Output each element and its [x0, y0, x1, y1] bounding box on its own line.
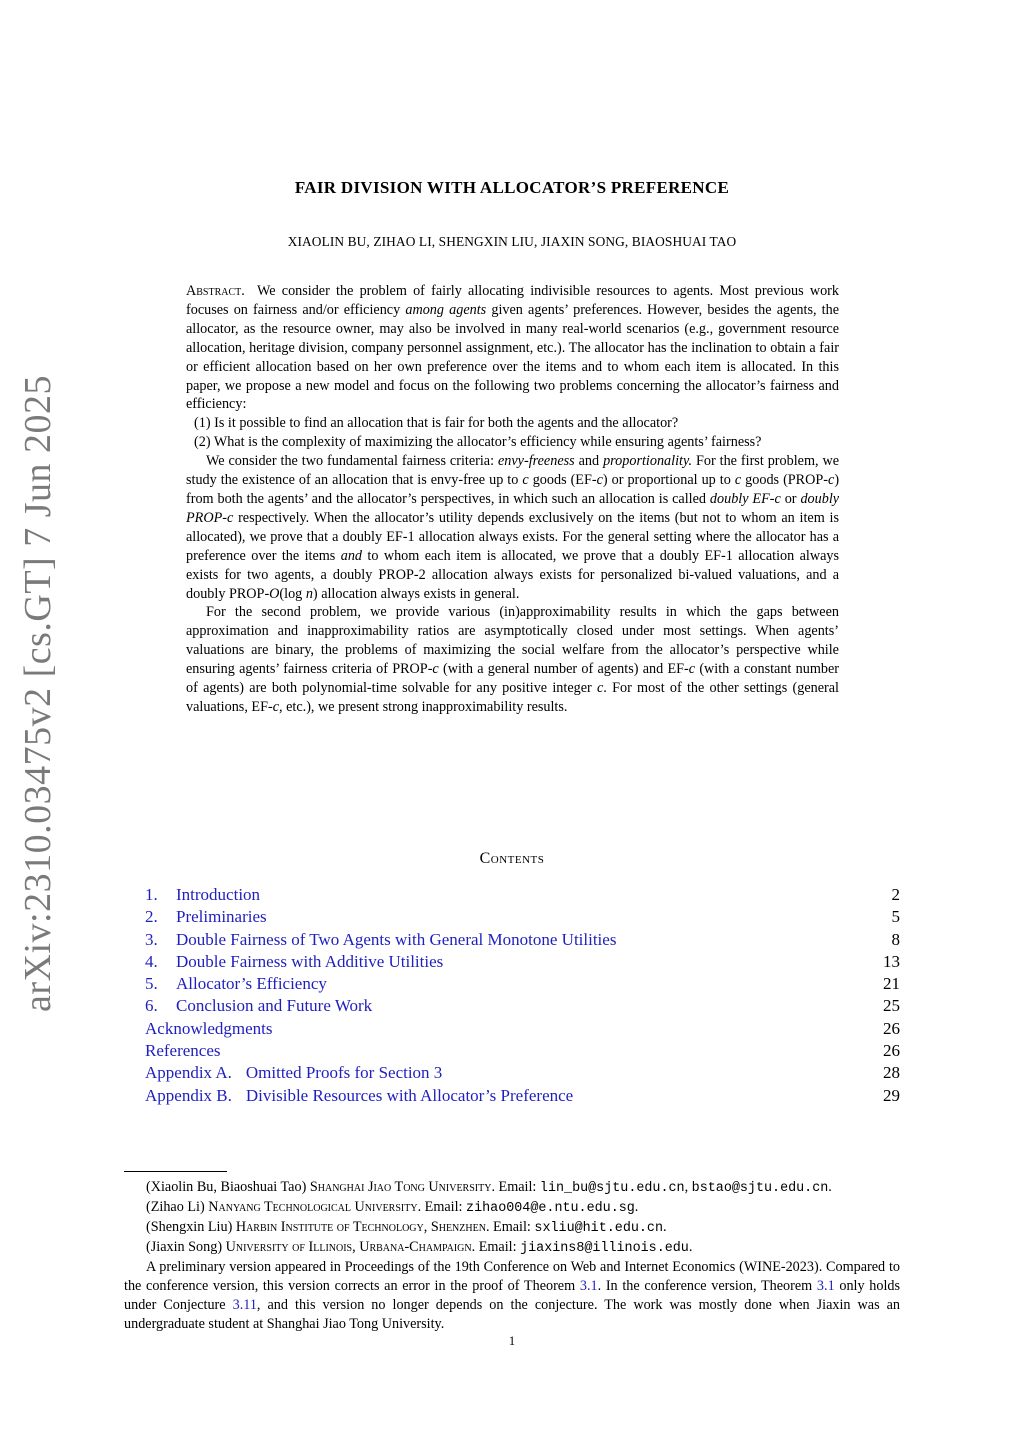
abstract-text: given agents’ preferences. However, besides the agents, the allocator, as the resource owner, may also be involved in many real-world scenarios (e.g., government resource allocation, heritage division, company personnel assignment, etc.). The allocator has the inclination to obtain a fair or efficient allocation based on her own preference over the items and to whom each item is allocated. In this paper, we propose a new model and focus on the following two problems concerning the allocator’s fairness and efficiency:	[186, 301, 840, 413]
abstract-text: . For most of the other settings (general valuations, EF-	[186, 680, 839, 715]
toc-entry-references[interactable]	[145, 1040, 900, 1062]
footnote-affiliation-2: (Zihao Li) Nanyang Technological University. Email: zihao004@e.ntu.edu.sg.	[146, 1199, 639, 1216]
toc-section-number[interactable]: 3.	[145, 929, 158, 949]
email-address[interactable]: jiaxins8@illinois.edu	[520, 1241, 689, 1256]
theorem-link[interactable]: 3.1	[816, 1278, 835, 1294]
footnote-institution: University of Illinois, Urbana-Champaign	[225, 1239, 472, 1255]
abstract-text: to whom each item is allocated, we prove that a doubly EF-1 allocation always exists for two agents, a doubly PROP-2 allocation always exists for personalized bi-valued valuations, and a doubly PROP-	[186, 547, 839, 602]
abstract-text: (with a general number of agents) and EF-	[443, 661, 689, 678]
abstract-text: , etc.), we present strong inapproximability results.	[279, 698, 568, 715]
toc-section-link[interactable]: Conclusion and Future Work	[176, 996, 373, 1016]
question-2: (2) What is the complexity of maximizing the allocator’s efficiency while ensuring agents’ fairness?	[194, 434, 762, 451]
conjecture-link[interactable]: 3.11	[232, 1297, 257, 1313]
email-address[interactable]: lin_bu@sjtu.edu.cn	[539, 1181, 685, 1196]
arxiv-identifier-stamp: arXiv:2310.03475v2 [cs.GT] 7 Jun 2025	[17, 375, 59, 1012]
footnote-institution: Harbin Institute of Technology, Shenzhen	[235, 1219, 486, 1235]
toc-section-link[interactable]: Introduction	[176, 885, 261, 904]
toc-page-number: 8	[891, 929, 900, 949]
abstract-text: goods (PROP-	[745, 472, 829, 489]
math-n: n	[305, 585, 313, 602]
abstract-text: ) or proportional up to	[602, 472, 731, 489]
abstract-text: ) from both the agents’ and the allocator’s perspectives, in which such an allocation is called	[186, 472, 840, 507]
toc-section-number[interactable]: 1.	[145, 885, 158, 904]
email-address[interactable]: bstao@sjtu.edu.cn	[691, 1181, 829, 1196]
footnote-text: only holds under Conjecture	[124, 1278, 901, 1313]
toc-section-link[interactable]: Omitted Proofs for Section 3	[245, 1063, 443, 1083]
toc-entry-appendix-b[interactable]	[145, 1085, 900, 1107]
toc-page-number: 28	[883, 1063, 900, 1083]
toc-entry-conclusion[interactable]	[145, 995, 900, 1017]
abstract-text: and	[578, 453, 600, 470]
toc-section-number[interactable]: 4.	[145, 951, 158, 971]
page-number: 1	[508, 1334, 516, 1348]
math-log: (log	[279, 585, 303, 602]
toc-entry-double-fairness-additive[interactable]	[145, 951, 900, 973]
math-c: c	[596, 472, 603, 489]
toc-section-link[interactable]: Double Fairness of Two Agents with General Monotone Utilities	[176, 929, 617, 949]
math-c: c	[432, 661, 439, 678]
toc-page-number: 25	[883, 996, 900, 1016]
footnote-institution: Shanghai Jiao Tong University	[309, 1179, 492, 1195]
footnote-authors: (Jiaxin Song)	[146, 1239, 223, 1255]
footnote-text: . In the conference version, Theorem	[597, 1278, 813, 1294]
term-envy-freeness: envy-freeness	[497, 453, 575, 470]
abstract-text: We consider the two fundamental fairness criteria:	[206, 453, 495, 470]
email-label: . Email:	[471, 1239, 517, 1255]
abstract-emphasis: and	[340, 547, 362, 564]
footnote-text: , and this version no longer depends on the conjecture. The work was mostly done when Jiaxin was an undergraduate student at Shanghai Jiao Tong University.	[124, 1297, 901, 1332]
contents-heading: Contents	[479, 850, 545, 867]
toc-entry-acknowledgments[interactable]	[145, 1018, 900, 1040]
toc-section-number[interactable]: 6.	[145, 996, 158, 1016]
term-proportionality: proportionality.	[603, 453, 693, 470]
toc-appendix-number[interactable]: Appendix A.	[145, 1063, 232, 1083]
theorem-link[interactable]: 3.1	[579, 1278, 598, 1294]
abstract-text: We consider the problem of fairly allocating indivisible resources to agents. Most previous work focuses on fairness and/or efficiency	[186, 283, 839, 318]
math-c: c	[734, 472, 742, 489]
math-c: c	[272, 698, 280, 715]
footnote-affiliation-4: (Jiaxin Song) University of Illinois, Urbana-Champaign. Email: jiaxins8@illinois.edu.	[146, 1239, 693, 1256]
abstract-text: For the first problem, we study the existence of an allocation that is envy-free up to	[186, 453, 840, 489]
abstract	[186, 282, 839, 717]
math-o: O	[269, 585, 280, 602]
author-list: XIAOLIN BU, ZIHAO LI, SHENGXIN LIU, JIAXIN SONG, BIAOSHUAI TAO	[287, 234, 737, 249]
toc-section-link[interactable]: Acknowledgments	[145, 1018, 273, 1038]
email-label: . Email:	[417, 1199, 463, 1215]
footnote-authors: (Shengxin Liu)	[146, 1219, 233, 1235]
footnote-divider	[124, 1171, 227, 1172]
term-doubly-ef-c: doubly EF-c	[709, 490, 781, 507]
toc-section-number[interactable]: 5.	[145, 974, 158, 994]
abstract-text: For the second problem, we provide various (in)approximability results in which the gaps between approximation and inapproximability ratios are asymptotically closed under most settings. When agents’ valuations are binary, the problems of maximizing the social welfare from the allocator’s perspective while ensuring agents’ fairness criteria of PROP-	[186, 604, 839, 678]
toc-page-number: 26	[883, 1018, 900, 1038]
toc-page-number: 21	[883, 974, 900, 994]
footnote-affiliation-1: (Xiaolin Bu, Biaoshuai Tao) Shanghai Jiao Tong University. Email: lin_bu@sjtu.edu.cn, bstao@sjtu.edu.cn.	[146, 1179, 832, 1196]
abstract-paragraph-1	[186, 282, 839, 414]
abstract-text: ) allocation always exists in general.	[312, 585, 520, 602]
toc-appendix-number[interactable]: Appendix B.	[145, 1085, 232, 1105]
paper-title: FAIR DIVISION WITH ALLOCATOR’S PREFERENCE	[294, 178, 730, 197]
footnote-institution: Nanyang Technological University	[208, 1199, 418, 1215]
toc-section-link[interactable]: Double Fairness with Additive Utilities	[176, 951, 444, 971]
toc-section-link[interactable]: Allocator’s Efficiency	[176, 974, 327, 994]
math-c: c	[596, 680, 604, 697]
footnote-authors: (Xiaolin Bu, Biaoshuai Tao)	[146, 1179, 307, 1195]
term-doubly-prop-c: doubly PROP-c	[186, 490, 840, 526]
question-1: (1) Is it possible to find an allocation that is fair for both the agents and the allocator?	[194, 415, 679, 432]
toc-section-number[interactable]: 2.	[145, 907, 158, 927]
toc-entry-double-fairness-two-agents[interactable]	[145, 929, 900, 951]
abstract-text: (with a constant number of agents) are both polynomial-time solvable for any positive integer	[186, 661, 839, 697]
footnotes	[124, 1178, 900, 1334]
toc-section-link[interactable]: Preliminaries	[176, 907, 267, 927]
abstract-emphasis: among agents	[405, 301, 487, 318]
toc-entry-preliminaries[interactable]	[145, 906, 900, 928]
toc-page-number: 29	[883, 1085, 900, 1105]
table-of-contents	[145, 884, 900, 1107]
email-address[interactable]: sxliu@hit.edu.cn	[534, 1221, 663, 1236]
abstract-label: Abstract.	[186, 283, 245, 299]
abstract-paragraph-3	[186, 603, 839, 716]
toc-section-link[interactable]: References	[145, 1041, 221, 1061]
abstract-text: respectively. When the allocator’s utility depends exclusively on the items (but not to whom an item is allocated), we prove that a doubly EF-1 allocation always exists. For the general setting where the allocator has a preference over the items	[186, 509, 839, 564]
math-c: c	[688, 661, 696, 678]
footnote-version-note	[124, 1258, 900, 1334]
footnote-text: A preliminary version appeared in Proceedings of the 19th Conference on Web and Internet Economics (WINE-2023). Compared to the conference version, this version corrects an error in the proof of Theorem	[124, 1259, 900, 1294]
email-label: . Email:	[485, 1219, 531, 1235]
toc-entry-appendix-a[interactable]	[145, 1062, 900, 1084]
email-label: . Email:	[491, 1179, 537, 1195]
footnote-authors: (Zihao Li)	[146, 1199, 205, 1215]
toc-section-link[interactable]: Divisible Resources with Allocator’s Preference	[245, 1085, 574, 1105]
toc-entry-introduction[interactable]	[145, 884, 900, 906]
math-c: c	[828, 472, 835, 489]
abstract-paragraph-2	[186, 452, 839, 603]
math-c: c	[522, 472, 529, 489]
toc-page-number: 5	[891, 907, 900, 927]
abstract-text: goods (EF-	[532, 472, 597, 489]
toc-entry-allocators-efficiency[interactable]	[145, 973, 900, 995]
abstract-text: or	[784, 490, 797, 507]
research-questions	[186, 414, 839, 452]
footnote-affiliation-3: (Shengxin Liu) Harbin Institute of Technology, Shenzhen. Email: sxliu@hit.edu.cn.	[146, 1219, 667, 1236]
toc-page-number: 13	[883, 951, 900, 971]
toc-page-number: 26	[883, 1041, 900, 1061]
toc-page-number: 2	[891, 885, 900, 904]
email-address[interactable]: zihao004@e.ntu.edu.sg	[466, 1201, 635, 1216]
